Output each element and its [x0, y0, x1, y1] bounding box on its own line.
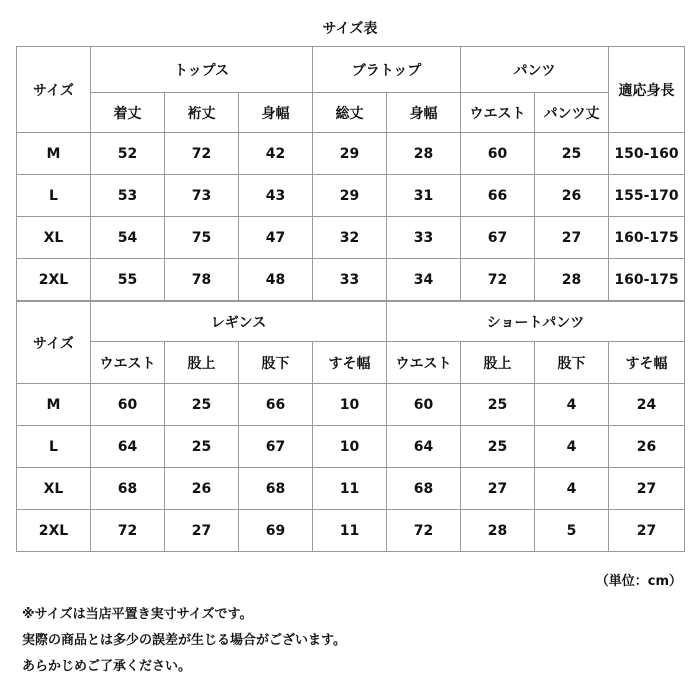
- table-row: [17, 175, 685, 217]
- table-row: [17, 384, 685, 426]
- subheader-cell: すそ幅: [313, 342, 387, 384]
- measurement-cell: 42: [239, 133, 313, 175]
- measurement-cell: 64: [387, 426, 461, 468]
- measurement-cell: 10: [313, 384, 387, 426]
- size-label-cell: XL: [17, 217, 91, 259]
- subheader-cell: 総丈: [313, 93, 387, 133]
- size-table-leggings-shorts: [16, 301, 685, 552]
- measurement-cell: 155-170: [609, 175, 685, 217]
- subheader-cell: 股下: [239, 342, 313, 384]
- measurement-cell: 28: [387, 133, 461, 175]
- measurement-cell: 47: [239, 217, 313, 259]
- measurement-cell: 60: [461, 133, 535, 175]
- measurement-cell: 160-175: [609, 217, 685, 259]
- measurement-cell: 11: [313, 468, 387, 510]
- table-row: [17, 133, 685, 175]
- table-row: [17, 468, 685, 510]
- measurement-cell: 68: [91, 468, 165, 510]
- measurement-cell: 27: [165, 510, 239, 552]
- measurement-cell: 55: [91, 259, 165, 301]
- note-line: あらかじめご了承ください。: [22, 659, 192, 674]
- size-table-tops-bra-pants: [16, 46, 685, 301]
- measurement-cell: 60: [387, 384, 461, 426]
- measurement-cell: 72: [165, 133, 239, 175]
- subheader-cell: 身幅: [239, 93, 313, 133]
- measurement-cell: 75: [165, 217, 239, 259]
- group-header-tops: トップス: [91, 47, 313, 93]
- measurement-cell: 69: [239, 510, 313, 552]
- notes: [22, 602, 346, 680]
- measurement-cell: 52: [91, 133, 165, 175]
- measurement-cell: 48: [239, 259, 313, 301]
- table-row: [17, 510, 685, 552]
- page-title: サイズ表: [322, 21, 378, 37]
- measurement-cell: 11: [313, 510, 387, 552]
- subheader-cell: ウエスト: [461, 93, 535, 133]
- subheader-cell: すそ幅: [609, 342, 685, 384]
- group-header-leggings: レギンス: [91, 302, 387, 342]
- measurement-cell: 68: [387, 468, 461, 510]
- unit-label: （単位：cm）: [595, 574, 682, 589]
- measurement-cell: 33: [313, 259, 387, 301]
- measurement-cell: 31: [387, 175, 461, 217]
- measurement-cell: 24: [609, 384, 685, 426]
- measurement-cell: 78: [165, 259, 239, 301]
- subheader-cell: 身幅: [387, 93, 461, 133]
- table-row: [17, 426, 685, 468]
- fit-height-header: 適応身長: [609, 47, 685, 133]
- measurement-cell: 25: [461, 384, 535, 426]
- group-header-pants: パンツ: [461, 47, 609, 93]
- size-label-cell: L: [17, 426, 91, 468]
- group-header-shorts: ショートパンツ: [387, 302, 685, 342]
- measurement-cell: 26: [165, 468, 239, 510]
- note-line: 実際の商品とは多少の誤差が生じる場合がございます。: [22, 633, 346, 648]
- measurement-cell: 28: [535, 259, 609, 301]
- subheader-cell: パンツ丈: [535, 93, 609, 133]
- measurement-cell: 54: [91, 217, 165, 259]
- subheader-cell: ウエスト: [91, 342, 165, 384]
- size-label-cell: XL: [17, 468, 91, 510]
- measurement-cell: 66: [239, 384, 313, 426]
- measurement-cell: 26: [609, 426, 685, 468]
- measurement-cell: 4: [535, 468, 609, 510]
- note-line: ※サイズは当店平置き実寸サイズです。: [22, 607, 253, 622]
- table-row: [17, 259, 685, 301]
- measurement-cell: 73: [165, 175, 239, 217]
- size-label-cell: 2XL: [17, 510, 91, 552]
- subheader-cell: ウエスト: [387, 342, 461, 384]
- measurement-cell: 53: [91, 175, 165, 217]
- measurement-cell: 25: [461, 426, 535, 468]
- measurement-cell: 34: [387, 259, 461, 301]
- measurement-cell: 160-175: [609, 259, 685, 301]
- size-label-cell: 2XL: [17, 259, 91, 301]
- size-label-cell: M: [17, 133, 91, 175]
- measurement-cell: 27: [609, 510, 685, 552]
- measurement-cell: 27: [609, 468, 685, 510]
- measurement-cell: 68: [239, 468, 313, 510]
- measurement-cell: 72: [91, 510, 165, 552]
- measurement-cell: 43: [239, 175, 313, 217]
- size-label-cell: M: [17, 384, 91, 426]
- measurement-cell: 10: [313, 426, 387, 468]
- group-header-bratop: ブラトップ: [313, 47, 461, 93]
- measurement-cell: 28: [461, 510, 535, 552]
- measurement-cell: 33: [387, 217, 461, 259]
- measurement-cell: 27: [535, 217, 609, 259]
- measurement-cell: 67: [461, 217, 535, 259]
- measurement-cell: 72: [387, 510, 461, 552]
- measurement-cell: 25: [165, 426, 239, 468]
- subheader-cell: 股上: [165, 342, 239, 384]
- measurement-cell: 60: [91, 384, 165, 426]
- measurement-cell: 5: [535, 510, 609, 552]
- measurement-cell: 25: [535, 133, 609, 175]
- measurement-cell: 4: [535, 384, 609, 426]
- measurement-cell: 32: [313, 217, 387, 259]
- measurement-cell: 29: [313, 133, 387, 175]
- measurement-cell: 29: [313, 175, 387, 217]
- table-row: [17, 217, 685, 259]
- measurement-cell: 72: [461, 259, 535, 301]
- measurement-cell: 26: [535, 175, 609, 217]
- subheader-cell: 裄丈: [165, 93, 239, 133]
- measurement-cell: 150-160: [609, 133, 685, 175]
- size-label-cell: L: [17, 175, 91, 217]
- measurement-cell: 27: [461, 468, 535, 510]
- measurement-cell: 25: [165, 384, 239, 426]
- size-header: サイズ: [17, 47, 91, 133]
- subheader-cell: 着丈: [91, 93, 165, 133]
- subheader-cell: 股下: [535, 342, 609, 384]
- measurement-cell: 66: [461, 175, 535, 217]
- measurement-cell: 64: [91, 426, 165, 468]
- measurement-cell: 4: [535, 426, 609, 468]
- subheader-cell: 股上: [461, 342, 535, 384]
- measurement-cell: 67: [239, 426, 313, 468]
- size-header: サイズ: [17, 302, 91, 384]
